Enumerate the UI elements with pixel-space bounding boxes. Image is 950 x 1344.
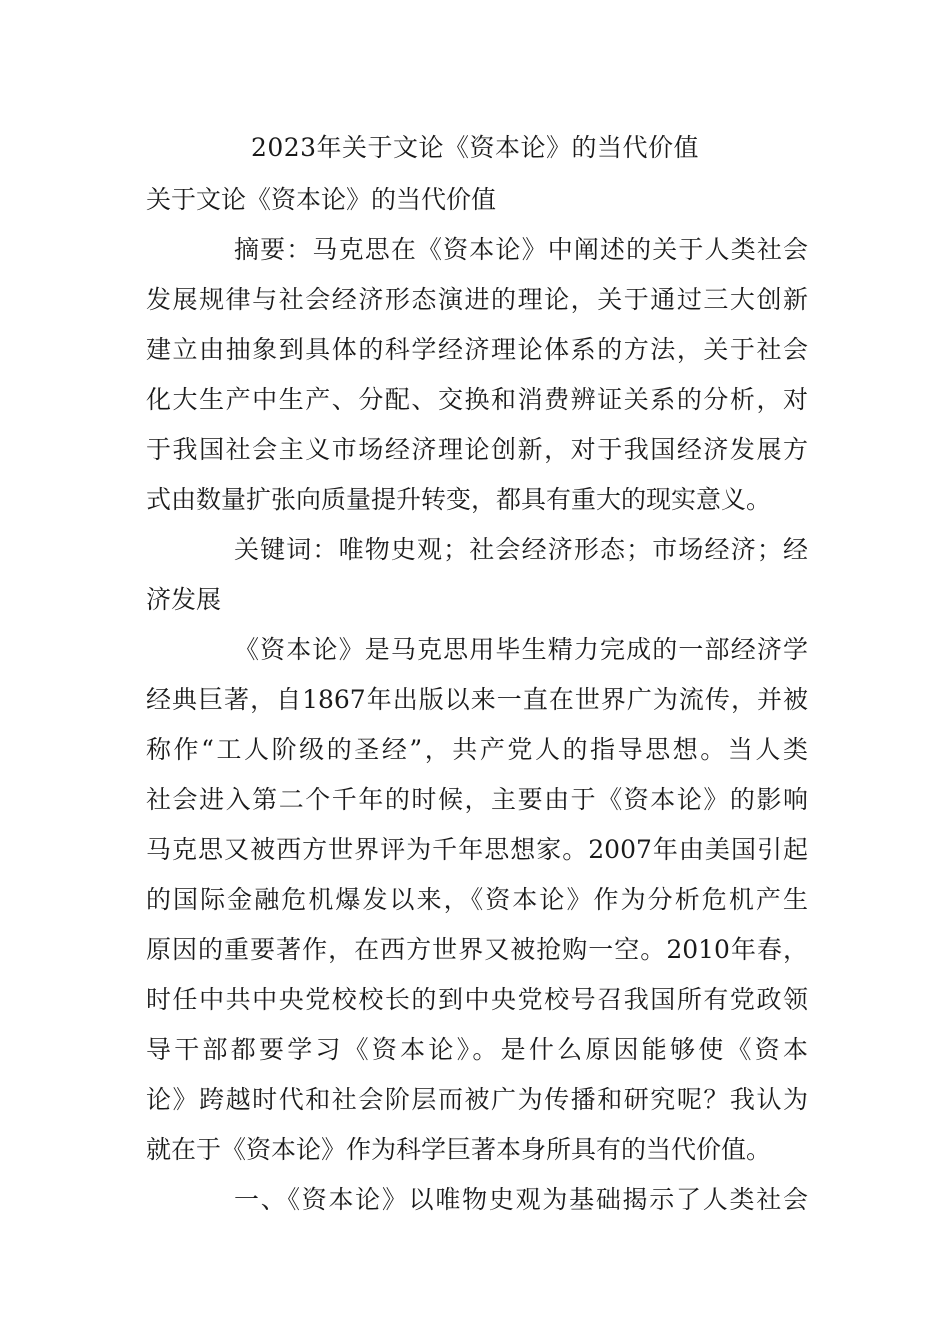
keywords-line: 济发展: [146, 585, 222, 614]
body-paragraph-line: 社会进入第二个千年的时候，主要由于《资本论》的影响: [146, 785, 808, 814]
abstract-line: 化大生产中生产、分配、交换和消费辨证关系的分析，对: [146, 385, 808, 414]
body-paragraph-line: 就在于《资本论》作为科学巨著本身所具有的当代价值。: [146, 1135, 772, 1164]
document-title: 2023年关于文论《资本论》的当代价值: [250, 133, 700, 162]
body-paragraph-line: 原因的重要著作，在西方世界又被抢购一空。2010年春，: [146, 935, 808, 964]
body-paragraph-line: 导干部都要学习《资本论》。是什么原因能够使《资本: [146, 1035, 808, 1064]
body-paragraph-line: 时任中共中央党校校长的到中央党校号召我国所有党政领: [146, 985, 808, 1014]
abstract-line: 摘要：马克思在《资本论》中阐述的关于人类社会: [234, 235, 808, 264]
body-paragraph-line: 经典巨著，自1867年出版以来一直在世界广为流传，并被: [146, 685, 808, 714]
body-paragraph-line: 的国际金融危机爆发以来，《资本论》作为分析危机产生: [146, 885, 808, 914]
section-heading-line: 一、《资本论》以唯物史观为基础揭示了人类社会: [234, 1185, 808, 1214]
document-subtitle: 关于文论《资本论》的当代价值: [146, 185, 497, 214]
abstract-line: 式由数量扩张向质量提升转变，都具有重大的现实意义。: [146, 485, 772, 514]
body-paragraph-line: 《资本论》是马克思用毕生精力完成的一部经济学: [234, 635, 808, 664]
keywords-line: 关键词：唯物史观；社会经济形态；市场经济；经: [234, 535, 808, 564]
body-paragraph-line: 马克思又被西方世界评为千年思想家。2007年由美国引起: [146, 835, 808, 864]
body-paragraph-line: 论》跨越时代和社会阶层而被广为传播和研究呢？我认为: [146, 1085, 808, 1114]
abstract-line: 于我国社会主义市场经济理论创新，对于我国经济发展方: [146, 435, 808, 464]
body-paragraph-line: 称作“工人阶级的圣经”，共产党人的指导思想。当人类: [146, 735, 808, 764]
abstract-line: 建立由抽象到具体的科学经济理论体系的方法，关于社会: [146, 335, 808, 364]
abstract-line: 发展规律与社会经济形态演进的理论，关于通过三大创新: [146, 285, 808, 314]
